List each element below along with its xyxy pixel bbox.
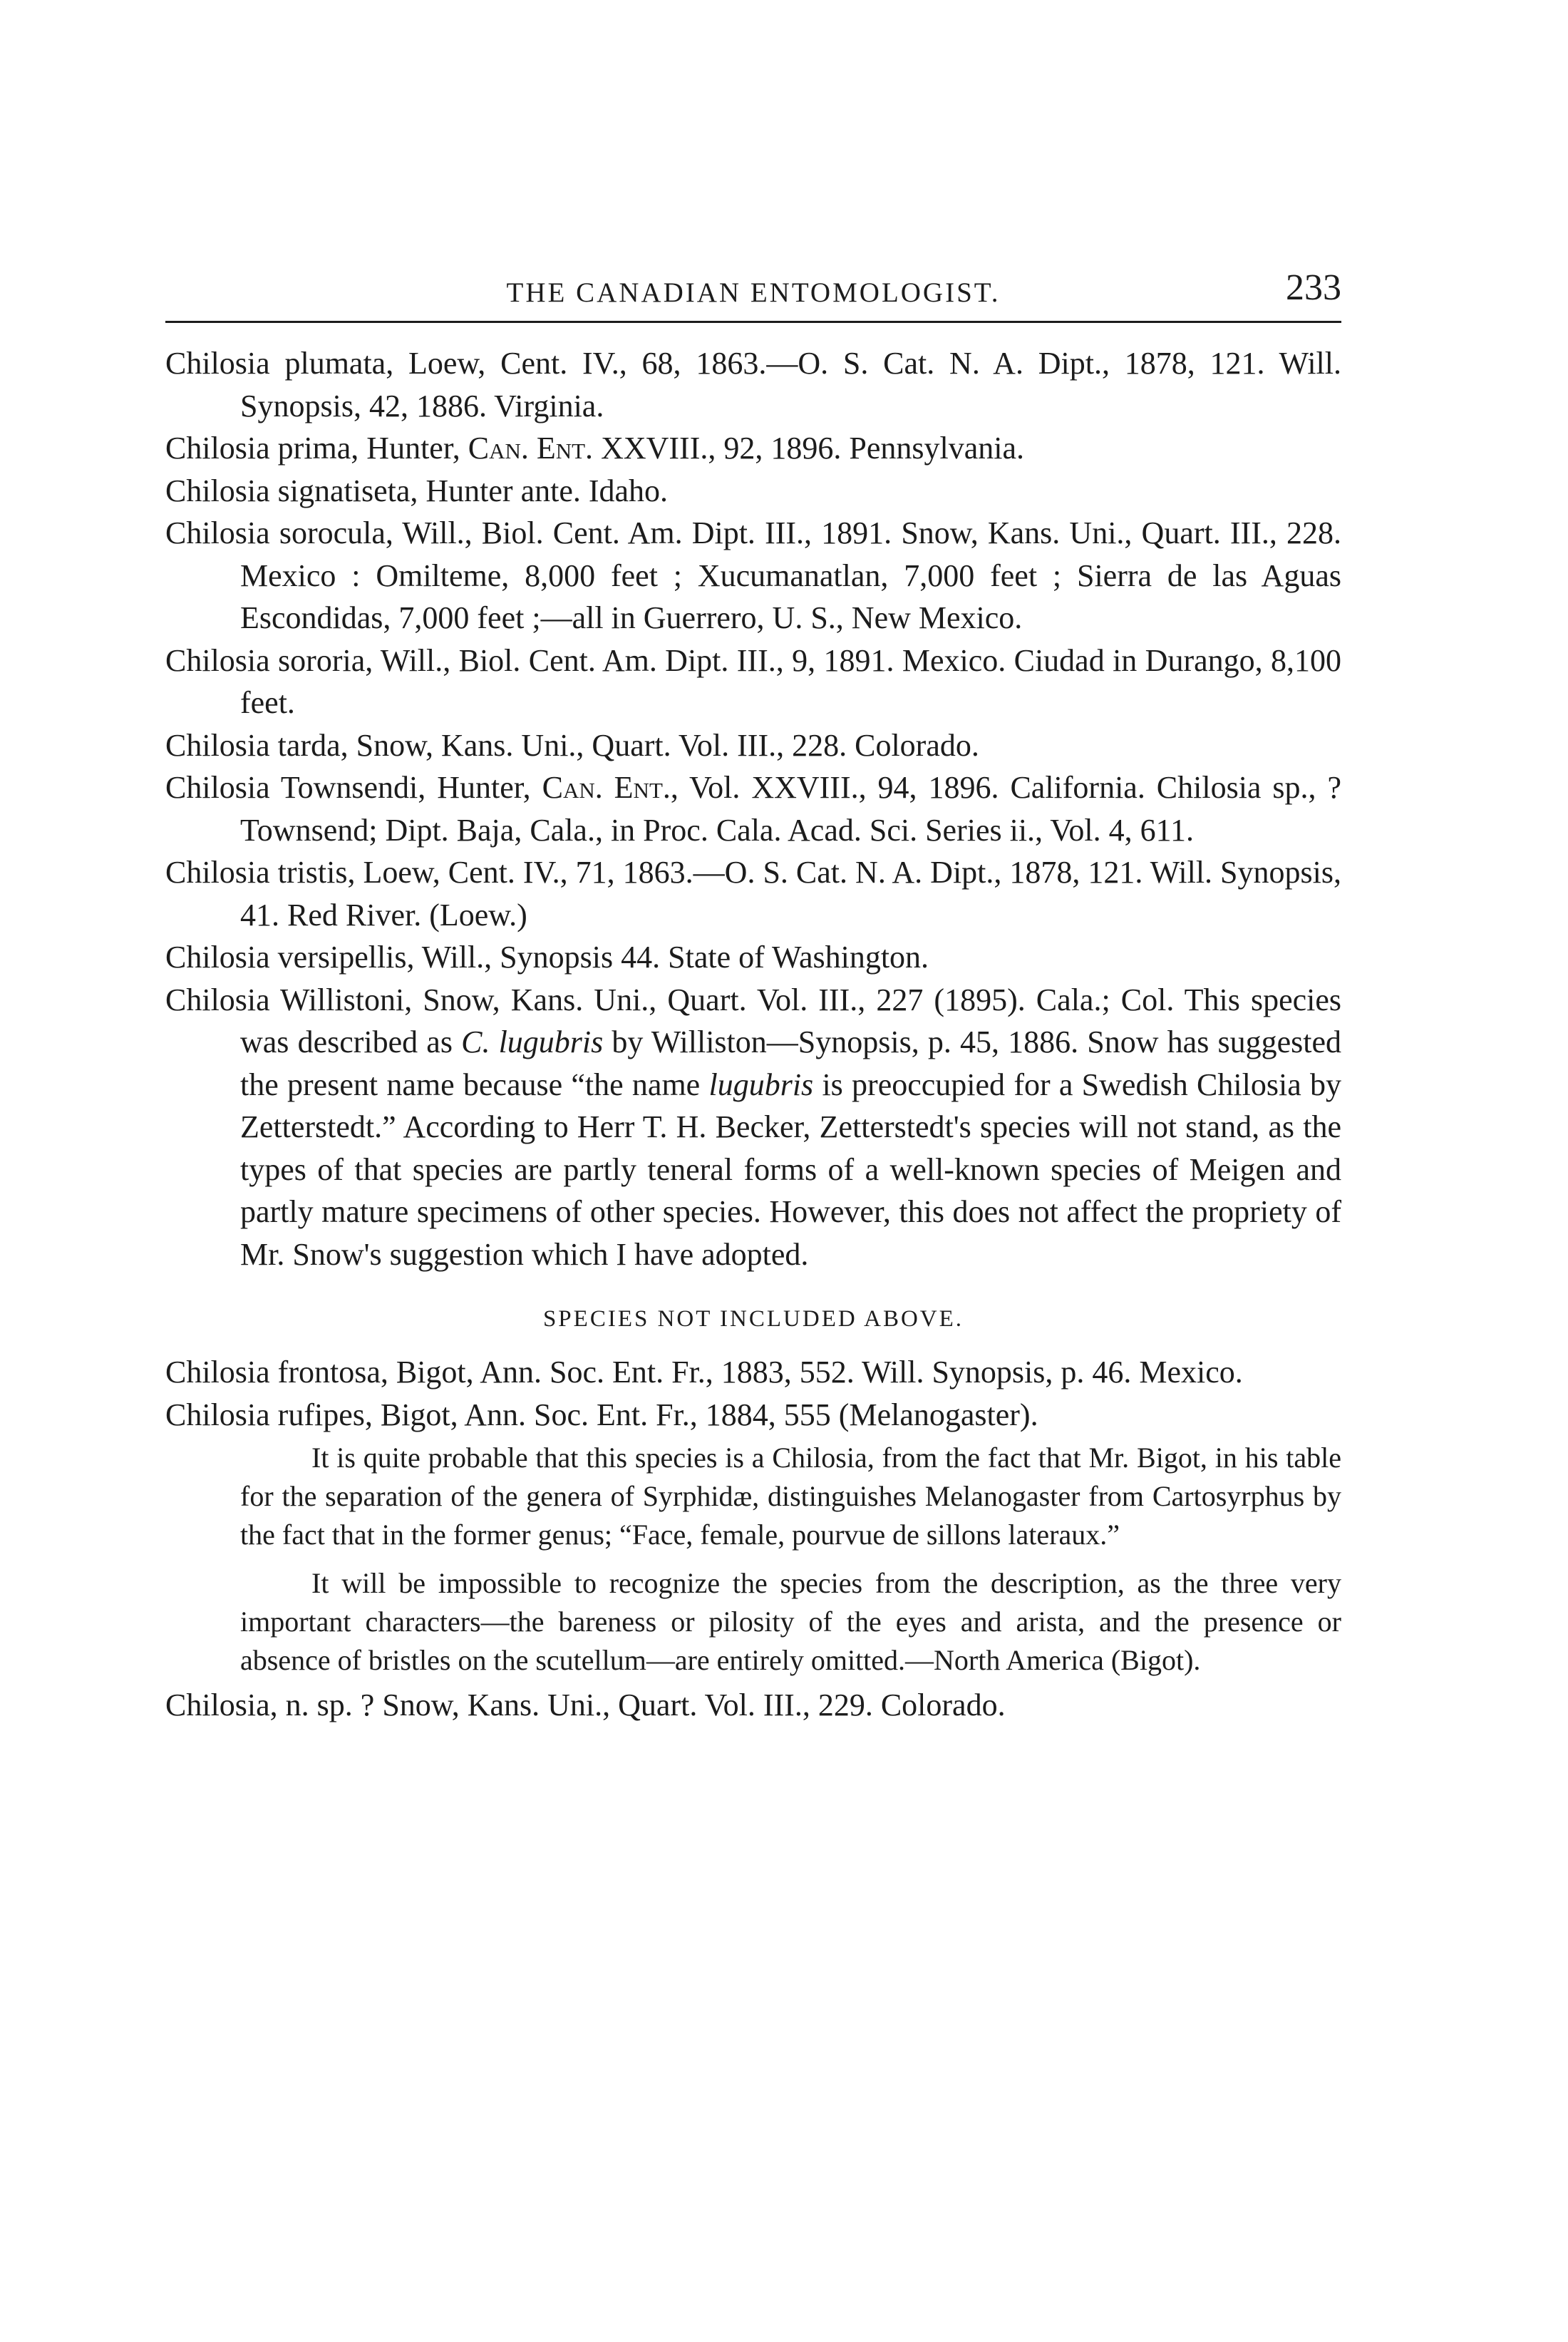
note-paragraph: It is quite probable that this species is a Chilosia, from the fact that Mr. Bigot, in his table for the separation of the genera of Syrphidæ, distinguishes Melanogaster from Cartosyrphus by the fact that in the former genus; “Face, female, pourvue de sillons lateraux.”	[240, 1442, 1341, 1551]
species-entry: Chilosia Townsendi, Hunter, Can. Ent., Vol. XXVIII., 94, 1896. California. Chilosia sp., ? Townsend; Dipt. Baja, Cala., in Proc. Cala. Acad. Sci. Series ii., Vol. 4, 611.	[165, 770, 1342, 848]
italic-species-name: C. lugubris	[461, 1024, 604, 1059]
note-paragraph: It will be impossible to recognize the species from the description, as the three very important characters—the bareness or pilosity of the eyes and arista, and the presence or absence of bristles on the scutellum—are entirely omitted.—North America (Bigot).	[240, 1567, 1341, 1676]
journal-abbrev: Can. Ent.	[542, 770, 671, 805]
species-entry: Chilosia tristis, Loew, Cent. IV., 71, 1863.—O. S. Cat. N. A. Dipt., 1878, 121. Will. Synopsis, 41. Red River. (Loew.)	[165, 855, 1341, 933]
species-entry: Chilosia sororia, Will., Biol. Cent. Am. Dipt. III., 9, 1891. Mexico. Ciudad in Durango, 8,100 feet.	[165, 642, 1341, 720]
species-entry: Chilosia rufipes, Bigot, Ann. Soc. Ent. Fr., 1884, 555 (Melanogaster).	[165, 1397, 1038, 1432]
italic-species-name: lugubris	[708, 1067, 814, 1102]
page-number: 233	[1286, 267, 1341, 308]
species-entry: Chilosia prima, Hunter, Can. Ent. XXVIII., 92, 1896. Pennsylvania.	[165, 431, 1024, 466]
species-entry: Chilosia versipellis, Will., Synopsis 44. State of Washington.	[165, 940, 929, 975]
page-header	[165, 264, 1341, 328]
section-heading: SPECIES NOT INCLUDED ABOVE.	[542, 1306, 964, 1332]
species-entry: Chilosia frontosa, Bigot, Ann. Soc. Ent. Fr., 1883, 552. Will. Synopsis, p. 46. Mexico.	[165, 1355, 1243, 1390]
running-title: THE CANADIAN ENTOMOLOGIST.	[506, 277, 1001, 308]
header-rule	[165, 321, 1341, 323]
page-body	[165, 342, 1341, 1727]
species-entry: Chilosia Willistoni, Snow, Kans. Uni., Quart. Vol. III., 227 (1895). Cala.; Col. This species was described as C. lugubris by Williston—Synopsis, p. 45, 1886. Snow has suggested the present name because “the name lugubris is preoccupied for a Swedish Chilosia by Zetterstedt.” According to Herr T. H. Becker, Zetterstedt's species will not stand, as the types of that species are partly teneral forms of a well-known species of Meigen and partly mature specimens of other species. However, this does not affect the propriety of Mr. Snow's suggestion which I have adopted.	[165, 982, 1341, 1272]
species-entry: Chilosia sorocula, Will., Biol. Cent. Am. Dipt. III., 1891. Snow, Kans. Uni., Quart. III., 228. Mexico : Omilteme, 8,000 feet ; Xucumanatlan, 7,000 feet ; Sierra de las Aguas Escondidas, 7,000 feet ;—all in Guerrero, U. S., New Mexico.	[165, 515, 1341, 635]
journal-abbrev: Can. Ent.	[468, 431, 594, 466]
species-entry: Chilosia tarda, Snow, Kans. Uni., Quart. Vol. III., 228. Colorado.	[165, 727, 979, 763]
species-entry: Chilosia, n. sp. ? Snow, Kans. Uni., Quart. Vol. III., 229. Colorado.	[165, 1688, 1006, 1722]
species-entry: Chilosia signatiseta, Hunter ante. Idaho.	[165, 473, 669, 508]
species-entry: Chilosia plumata, Loew, Cent. IV., 68, 1863.—O. S. Cat. N. A. Dipt., 1878, 121. Will. Synopsis, 42, 1886. Virginia.	[165, 346, 1341, 423]
